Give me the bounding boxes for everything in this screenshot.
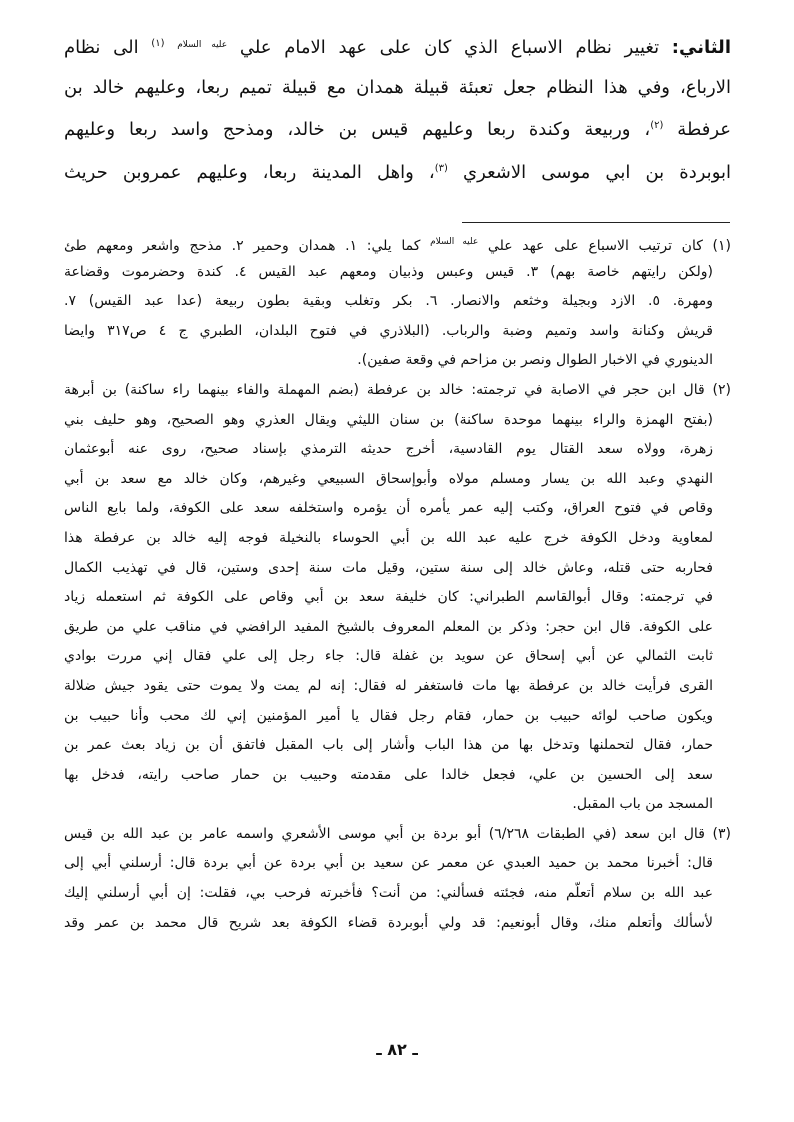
footnote-line: لمعاوية ودخل الكوفة خرج عليه عبد الله بن أبي الحوساء بالنخيلة فوجه إليه خالد بن عرفطة هذا: [64, 529, 713, 546]
text: تغيير نظام الاسباع الذي كان على عهد الامام علي: [227, 37, 672, 58]
main-line: [64, 24, 731, 67]
text: ، واهل المدينة ربعا، وعليهم عمروبن حريث: [64, 161, 435, 183]
footnote-line: المسجد من باب المقبل.: [572, 796, 713, 813]
footnote-line: في ترجمته: وقال أبوالقاسم الطبراني: كان خليفة سعد بن أبي وقاص على الكوفة ثم استعمله زياد: [64, 589, 713, 606]
footnotes: [64, 228, 731, 938]
main-line: الارباع، وفي هذا النظام جعل تعبئة قبيلة همدان مع قبيلة تميم ربعا، وعليهم خالد بن: [64, 76, 731, 98]
footnote-line: القرى فرأيت خالد بن عرفطة بها مات فاستغفر له فقال: إنه لم يمت ولا يموت حتى يقود جيش ضلالة: [64, 677, 713, 694]
footnote-line: على الكوفة. قال ابن حجر: وذكر بن المعلم المعروف بالشيخ المفيد الرافضي في مناقب علي من طريق: [64, 618, 713, 635]
footnote-line: (٢) قال ابن حجر في الاصابة في ترجمته: خالد بن عرفطة (بضم المهملة والفاء بينهما راء ساكنة) بن أبرهة: [64, 381, 731, 398]
footnote-line: النهدي وعبد الله بن يسار ومسلم مولاه وأبوإسحاق السبيعي وغيرهم، وكان خالد مع سعد بن أبي: [64, 470, 713, 487]
text: ابوبردة بن ابي موسى الاشعري: [447, 161, 731, 183]
text: ، وربيعة وكندة ربعا وعليهم قيس بن خالد، ومذحج واسد ربعا وعليهم: [64, 119, 651, 140]
footnote-line: لأسألك وأتعلم منك، وقال أبونعيم: قد ولي أبوبردة قضاء الكوفة بعد شريح قال محمد بن عمر وقد: [64, 914, 713, 931]
footnote-line: قريش وكنانة واسد وتميم وضبة والرباب. (البلاذري في فتوح البلدان، الطبري ج ٤ ص٣١٧ وايضا: [64, 322, 713, 339]
footnote-2: [64, 376, 731, 820]
footnote-line: ثابت الثمالي عن أبي إسحاق عن سويد بن غفلة قال: جاء رجل إلى علي فقال إني مررت بوادي: [64, 648, 713, 665]
footnote-line: قال: أخبرنا محمد بن حميد العبدي عن معمر عن سعيد بن أبي بردة عن أبي بردة قال: أرسلني أبي إلى: [64, 855, 713, 872]
footnote-1: [64, 228, 731, 376]
footnote-ref: (١): [151, 38, 165, 49]
text: عرفطة: [663, 119, 731, 140]
footnote-line: وقاص في فتوح العراق، وكتب إليه عمر يأمره أن يؤمره واستخلفه سعد على الكوفة، ولما بايع الناس: [64, 500, 713, 517]
section-label: الثاني:: [671, 37, 731, 58]
main-text: [64, 24, 731, 194]
footnote-line: (بفتح الهمزة والراء بينهما موحدة ساكنة) بن سنان الليثي ويقال العذري وهو الصحيح، وهو حليف بني: [64, 411, 713, 428]
footnote-line: (٣) قال ابن سعد (في الطبقات ٦/٢٦٨) أبو بردة بن أبي موسى الأشعري واسمه عامر بن عبد الله بن قيس: [64, 825, 731, 842]
footnote-line: سعد إلى الحسين بن علي، فجعل خالدا على مقدمته وحبيب بن حمار صاحب رايته، فدخل بها: [64, 766, 713, 783]
page-number: ـ ٨٢ ـ: [376, 1040, 418, 1059]
honorific: عليه السلام: [430, 237, 479, 247]
footnote-line: عبد الله بن سلام أتعلّم منه، فجئته فسألني: من أنت؟ فأخبرته فرحب بي، فقلت: إن أبي أرسلني إليك: [64, 885, 713, 902]
footnote-line: ومهرة. ٥. الازد وبجيلة وخثعم والانصار. ٦. بكر وتغلب وبقية بطون ربيعة (عدا عبد القيس) ٧.: [64, 293, 713, 310]
text: (١) كان ترتيب الاسباع على عهد علي: [478, 238, 731, 254]
footnote-3: [64, 820, 731, 938]
footnote-line: الدينوري في الاخبار الطوال ونصر بن مزاحم في وقعة صفين).: [357, 352, 713, 369]
main-line: [64, 152, 731, 195]
footnote-separator: [462, 222, 730, 223]
footnote-ref: (٣): [434, 162, 448, 174]
footnote-line: حمار، فقال لتحملنها وتدخل بها من هذا الباب وأشار إلى باب المقبل فاتفق أن بن زياد بعث عمر بن: [64, 737, 713, 754]
footnote-line: (ولكن رايتهم خاصة بهم) ٣. قيس وعبس وذبيان ومعهم عبد القيس ٤. كندة وحضرموت وقضاعة: [64, 263, 713, 280]
honorific: عليه السلام: [177, 40, 228, 50]
footnote-line: [64, 228, 731, 258]
text: كما يلي: ١. همدان وحمير ٢. مذحج واشعر ومعهم طئ: [64, 238, 431, 254]
main-line: [64, 109, 731, 152]
footnote-line: فحاربه حتى قتله، وعاش خالد إلى سنة ستين، وقيل مات سنة إحدى وستين، قال في تهذيب الكمال: [64, 559, 713, 576]
text: الى نظام: [64, 37, 152, 58]
footnote-line: زهرة، وولاه سعد القتال يوم القادسية، أخرج حديثه الترمذي بإسناد صحيح، روى عنه أبوعثمان: [64, 441, 713, 458]
footnote-ref: (٢): [650, 120, 664, 131]
footnote-line: ويكون صاحب لوائه حبيب بن حمار، فقام رجل فقال يا أمير المؤمنين إني لك محب وأنا حبيب بن: [64, 707, 713, 724]
